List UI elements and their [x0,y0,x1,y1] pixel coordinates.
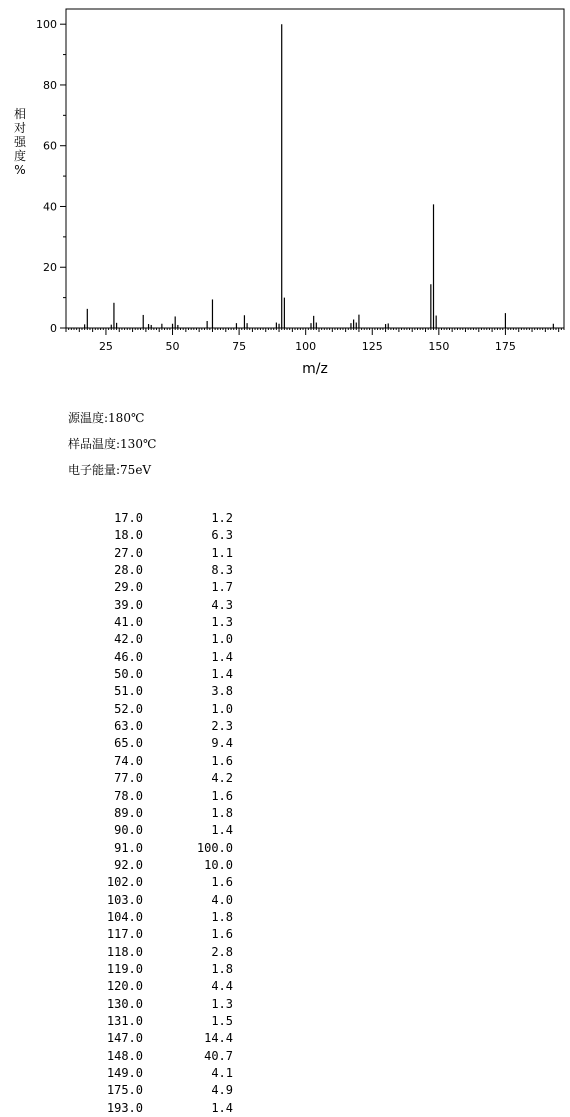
electron-energy: 电子能量:75eV [68,463,152,477]
peak-intensity-cell: 2.3 [211,719,233,734]
peak-mz-cell: 89.0 [114,805,143,820]
x-tick-label: 150 [428,340,450,353]
peak-mz-cell: 103.0 [106,892,143,907]
peak-mz-cell: 41.0 [114,615,143,630]
peak-mz-cell: 91.0 [114,840,143,855]
peak-intensity-cell: 1.4 [211,1100,233,1115]
peak-intensity-cell: 9.4 [211,736,233,751]
peak-mz-cell: 193.0 [106,1100,143,1115]
peak-intensity-cell: 6.3 [211,528,233,543]
peak-mz-cell: 46.0 [114,649,143,664]
mass-spectrum-chart [0,0,570,390]
peak-mz-cell: 131.0 [106,1013,143,1028]
peak-mz-cell: 118.0 [106,944,143,959]
y-tick-label: 40 [43,200,57,214]
peak-intensity-cell: 1.3 [211,615,233,630]
y-tick-label: 100 [36,18,57,32]
peak-intensity-cell: 2.8 [211,944,233,959]
peak-mz-cell: 102.0 [106,875,143,890]
y-axis-label-char: 度 [13,149,27,163]
peak-mz-cell: 28.0 [114,563,143,578]
peak-mz-cell: 50.0 [114,667,143,682]
peak-intensity-cell: 14.4 [204,1031,233,1046]
peak-intensity-cell: 1.0 [211,632,233,647]
peak-intensity-cell: 1.2 [211,511,233,525]
source-temperature: 源温度:180℃ [68,411,145,425]
y-tick-label: 0 [50,322,57,335]
peak-intensity-cell: 1.6 [211,875,233,890]
y-axis-label-char: 强 [13,135,27,149]
y-axis-label-char: % [14,163,26,177]
y-tick-label: 60 [43,139,57,153]
peak-intensity-cell: 8.3 [211,563,233,578]
peak-mz-cell: 148.0 [106,1048,143,1063]
peak-mz-cell: 77.0 [114,771,143,786]
x-tick-label: 25 [98,340,113,353]
peak-mz-cell: 130.0 [106,996,143,1011]
peak-mz-cell: 17.0 [114,511,143,525]
peak-mz-cell: 117.0 [106,927,143,942]
peak-mz-cell: 51.0 [114,684,143,699]
peak-mz-cell: 74.0 [114,753,143,768]
acquisition-conditions [68,408,156,486]
peak-mz-cell: 175.0 [106,1083,143,1098]
peak-intensity-cell: 1.0 [211,701,233,716]
x-tick-label: 100 [295,340,317,353]
peak-mz-cell: 78.0 [114,788,143,803]
peak-intensity-cell: 1.6 [211,788,233,803]
peak-intensity-cell: 1.6 [211,753,233,768]
peak-mz-cell: 92.0 [114,857,143,872]
peak-mz-cell: 90.0 [114,823,143,838]
peak-mz-cell: 52.0 [114,701,143,716]
peak-intensity-cell: 1.7 [211,580,233,595]
peak-mz-cell: 29.0 [114,580,143,595]
plot-frame [66,9,564,328]
peak-intensity-cell: 4.0 [211,892,233,907]
x-tick-label: 50 [165,340,180,353]
x-tick-label: 175 [494,340,516,353]
peak-mz-cell: 42.0 [114,632,143,647]
peak-intensity-cell: 100.0 [196,840,233,855]
peak-mz-cell: 147.0 [106,1031,143,1046]
chart-svg [0,0,570,390]
peak-intensity-cell: 10.0 [204,857,233,872]
y-tick-label: 20 [43,261,57,275]
peak-intensity-cell: 40.7 [204,1048,233,1063]
y-tick-label: 80 [43,78,57,92]
peak-mz-cell: 63.0 [114,719,143,734]
peak-mz-cell: 39.0 [114,597,143,612]
peak-intensity-cell: 1.6 [211,927,233,942]
peak-intensity-cell: 1.4 [211,823,233,838]
peak-mz-cell: 119.0 [106,961,143,976]
peak-mz-cell: 18.0 [114,528,143,543]
peak-intensity-cell: 1.5 [211,1013,233,1028]
peak-intensity-cell: 4.9 [211,1083,233,1098]
x-axis-label: m/z [302,361,328,377]
peak-mz-cell: 104.0 [106,909,143,924]
peak-intensity-cell: 4.4 [211,979,233,994]
x-tick-label: 75 [232,340,247,353]
peak-intensity-cell: 1.4 [211,667,233,682]
peak-intensity-cell: 4.3 [211,597,233,612]
y-axis-label-char: 对 [13,121,27,135]
peak-intensity-cell: 4.1 [211,1066,233,1080]
peak-intensity-cell: 1.3 [211,996,233,1011]
peak-mz-cell: 65.0 [114,736,143,751]
sample-temperature: 样品温度:130℃ [68,437,157,451]
y-axis-label-char: 相 [13,107,27,121]
peak-intensity-cell: 1.8 [211,961,233,976]
peak-mz-cell: 149.0 [106,1066,143,1080]
peak-mz-cell: 120.0 [106,979,143,994]
peak-intensity-cell: 3.8 [211,684,233,699]
peak-intensity-cell: 1.4 [211,649,233,664]
peak-intensity-cell: 4.2 [211,771,233,786]
x-tick-label: 125 [361,340,383,353]
peak-intensity-cell: 1.8 [211,805,233,820]
peak-intensity-cell: 1.1 [211,545,233,560]
peak-mz-cell: 27.0 [114,545,143,560]
peak-intensity-cell: 1.8 [211,909,233,924]
